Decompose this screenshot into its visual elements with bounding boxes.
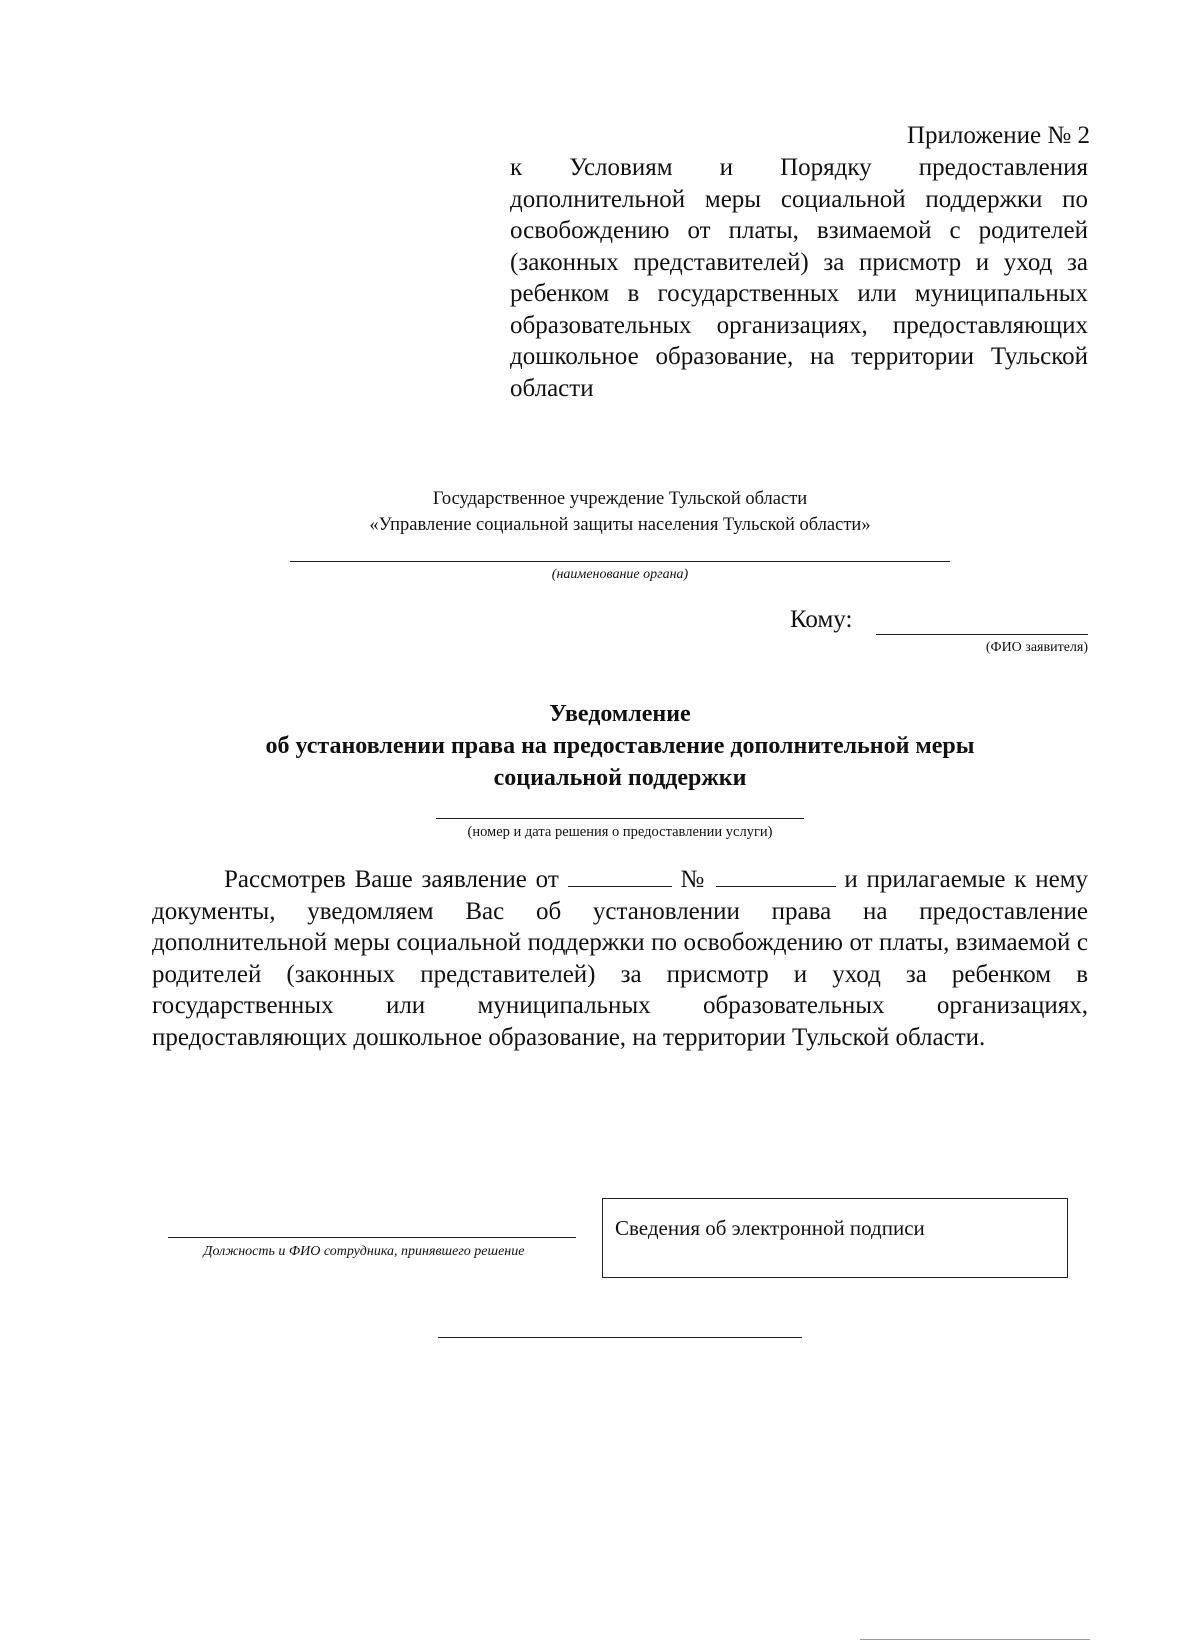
organization-line-2: «Управление социальной защиты населения Тульской области» [369, 515, 871, 535]
body-text-part-1: Рассмотрев Ваше заявление от [224, 866, 559, 893]
decision-caption: (номер и дата решения о предоставлении услуги) [467, 824, 773, 840]
notice-body-paragraph [152, 864, 1088, 1053]
recipient-caption: (ФИО заявителя) [985, 640, 1088, 655]
notice-title-line-2: об установлении права на предоставление дополнительной меры [265, 733, 975, 759]
appendix-text: к Условиям и Порядку предоставления дополнительной меры социальной поддержки по освобождению от платы, взимаемой с родителей (законных представителей) за присмотр и уход за ребенком в государственных или муниципальных образовательных организациях, предоставляющих дошкольное образование, на территории Тульской области [510, 154, 1088, 402]
notice-title [160, 698, 1080, 794]
appendix-title: Приложение № 2 [906, 122, 1090, 149]
signature-line [168, 1237, 576, 1238]
recipient-label: Кому: [790, 606, 853, 633]
body-text-part-2: и прилагаемые к нему документы, уведомляем Вас об установлении права на предоставление дополнительной меры социальной поддержки по освобождению от платы, взимаемой с родителей (законных представителей) за присмотр и уход за ребенком в государственных или муниципальных образовательных организациях, предоставляющих дошкольное образование, на территории Тульской области. [152, 866, 1089, 1051]
number-sign: № [680, 866, 707, 893]
decision-blank-field [436, 818, 804, 819]
organization-line-1: Государственное учреждение Тульской области [432, 489, 808, 509]
application-date-blank [568, 866, 672, 887]
organization-caption: (наименование органа) [551, 567, 689, 582]
notice-title-line-3: социальной поддержки [493, 765, 747, 791]
electronic-signature-label: Сведения об электронной подписи [615, 1216, 925, 1240]
scan-edge-mark [860, 1639, 1090, 1640]
organization-underline [290, 561, 950, 562]
organization-name [290, 486, 950, 538]
recipient-row [790, 604, 1088, 638]
application-number-blank [716, 866, 836, 887]
separator-line [438, 1337, 802, 1338]
recipient-blank-field [876, 634, 1088, 635]
notice-title-line-1: Уведомление [549, 701, 691, 727]
signature-caption: Должность и ФИО сотрудника, принявшего решение [203, 1244, 525, 1259]
electronic-signature-box [602, 1198, 1068, 1278]
